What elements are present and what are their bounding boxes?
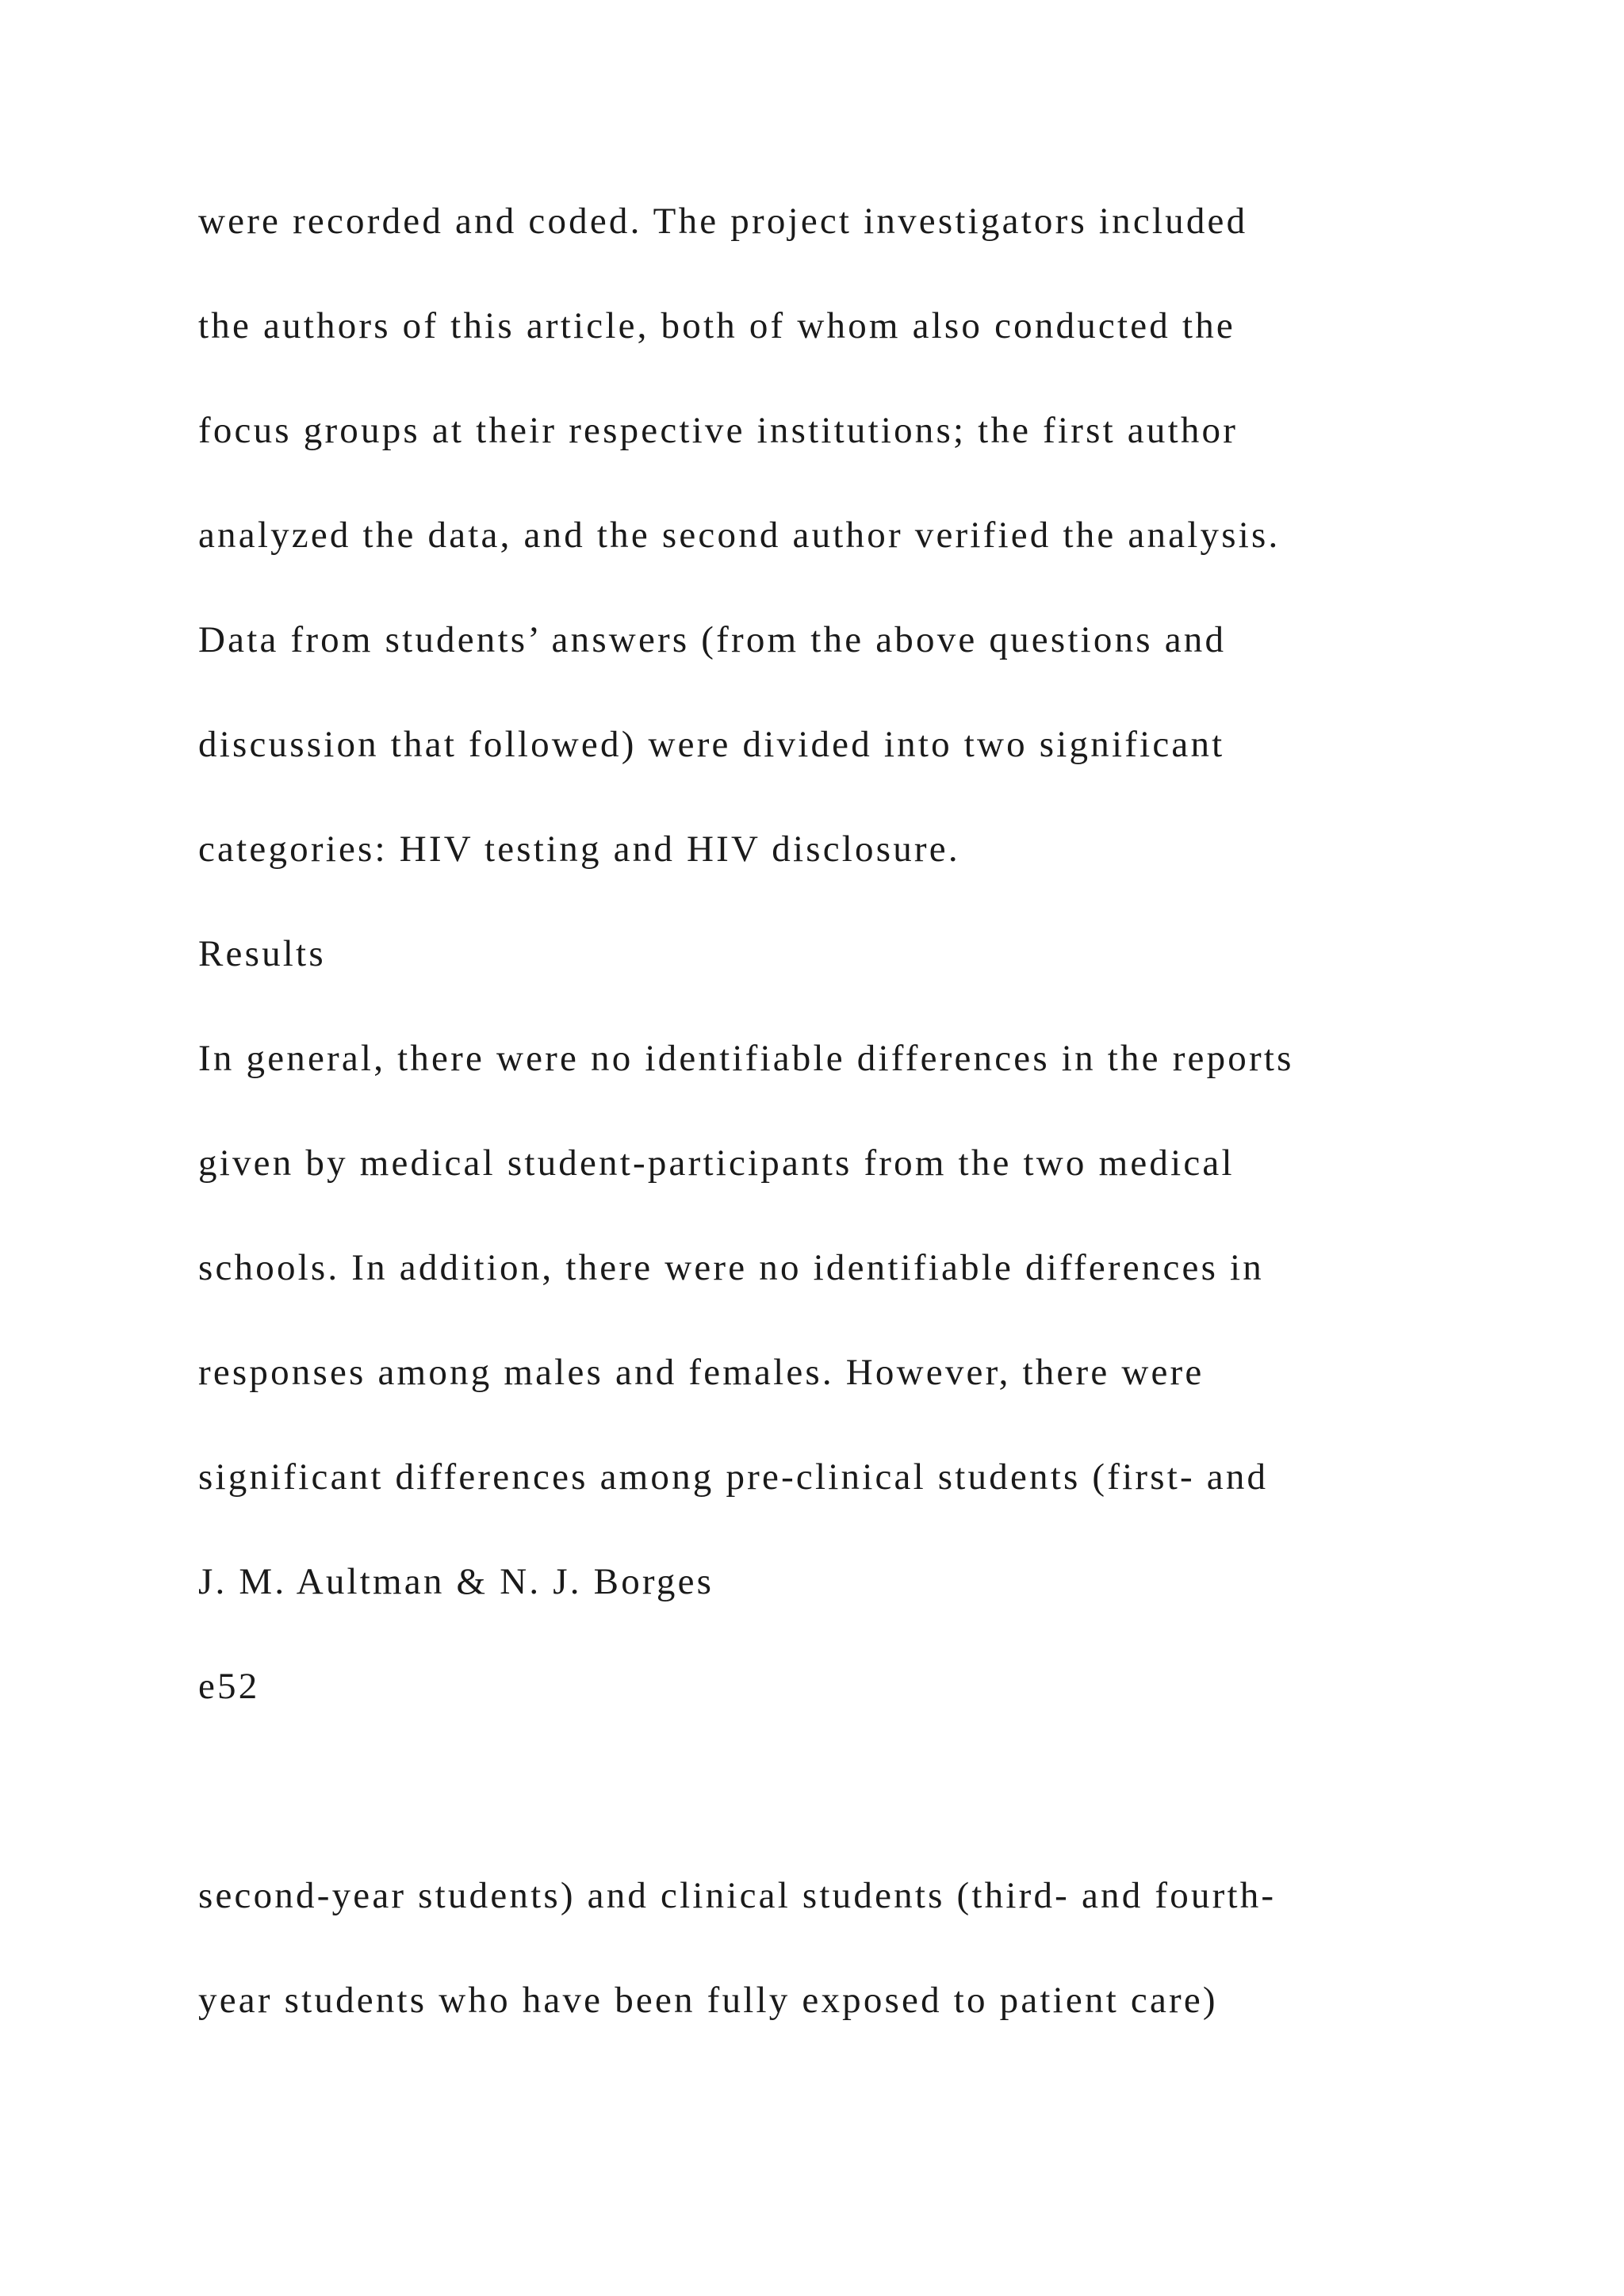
running-footer-authors: J. M. Aultman & N. J. Borges bbox=[198, 1561, 714, 1602]
paragraph-2-line-3: schools. In addition, there were no identifiable differences in bbox=[198, 1247, 1265, 1288]
paragraph-1-line-3: focus groups at their respective institutions; the first author bbox=[198, 410, 1239, 451]
paragraph-3-line-1: second-year students) and clinical students (third- and fourth- bbox=[198, 1875, 1277, 1916]
paragraph-2-line-4: responses among males and females. However, there were bbox=[198, 1352, 1205, 1393]
page-number: e52 bbox=[198, 1666, 260, 1707]
paragraph-1-line-6: discussion that followed) were divided into two significant bbox=[198, 724, 1225, 765]
paragraph-2-line-2: given by medical student-participants from the two medical bbox=[198, 1142, 1235, 1184]
paragraph-1-line-4: analyzed the data, and the second author verified the analysis. bbox=[198, 515, 1281, 556]
section-heading-results: Results bbox=[198, 933, 326, 974]
paragraph-1-line-2: the authors of this article, both of whom also conducted the bbox=[198, 305, 1235, 346]
paragraph-3-line-2: year students who have been fully exposed to patient care) bbox=[198, 1980, 1218, 2021]
paragraph-1-line-1: were recorded and coded. The project investigators included bbox=[198, 201, 1248, 242]
paragraph-1-line-7: categories: HIV testing and HIV disclosure. bbox=[198, 828, 960, 870]
paragraph-1-line-5: Data from students’ answers (from the above questions and bbox=[198, 619, 1227, 660]
paragraph-2-line-1: In general, there were no identifiable differences in the reports bbox=[198, 1038, 1294, 1079]
paragraph-2-line-5: significant differences among pre-clinical students (first- and bbox=[198, 1456, 1269, 1498]
